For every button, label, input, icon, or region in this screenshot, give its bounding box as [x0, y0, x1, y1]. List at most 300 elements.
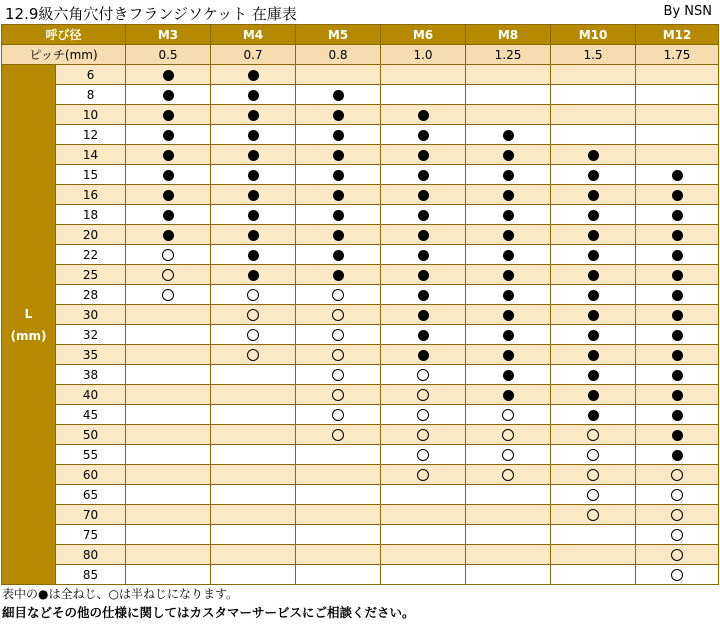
full-thread-icon: [503, 230, 514, 241]
stock-cell: [466, 225, 551, 245]
stock-cell: [296, 125, 381, 145]
stock-cell: [296, 345, 381, 365]
full-thread-icon: [163, 130, 174, 141]
half-thread-icon: [162, 289, 174, 301]
full-thread-icon: [672, 190, 683, 201]
stock-cell: [466, 465, 551, 485]
stock-cell: [466, 485, 551, 505]
stock-cell: [466, 345, 551, 365]
half-thread-icon: [162, 269, 174, 281]
stock-cell: [551, 345, 636, 365]
stock-cell: [551, 465, 636, 485]
half-thread-icon: [417, 429, 429, 441]
stock-cell: [126, 365, 211, 385]
stock-cell: [211, 425, 296, 445]
table-row: [2, 85, 719, 105]
length-value: 10: [56, 105, 126, 125]
full-thread-icon: [163, 230, 174, 241]
stock-cell: [381, 205, 466, 225]
full-thread-icon: [672, 410, 683, 421]
stock-cell: [551, 305, 636, 325]
nominal-diameter-label: 呼び径: [2, 25, 126, 45]
stock-cell: [636, 485, 719, 505]
stock-cell: [126, 205, 211, 225]
length-axis-unit: (mm): [10, 328, 47, 343]
stock-cell: [551, 85, 636, 105]
stock-cell: [381, 485, 466, 505]
stock-cell: [126, 65, 211, 85]
half-thread-icon: [332, 429, 344, 441]
full-thread-icon: [248, 150, 259, 161]
half-thread-icon: [502, 429, 514, 441]
full-thread-icon: [248, 230, 259, 241]
stock-cell: [636, 245, 719, 265]
full-thread-icon: [163, 170, 174, 181]
stock-cell: [296, 465, 381, 485]
full-thread-icon: [503, 130, 514, 141]
full-thread-icon: [672, 430, 683, 441]
table-row: [2, 545, 719, 565]
stock-cell: [551, 445, 636, 465]
table-row: [2, 565, 719, 585]
table-row: [2, 325, 719, 345]
stock-cell: [466, 285, 551, 305]
pitch-value: 0.8: [296, 45, 381, 65]
stock-cell: [211, 505, 296, 525]
stock-cell: [381, 365, 466, 385]
stock-cell: [636, 345, 719, 365]
stock-cell: [636, 465, 719, 485]
length-value: 20: [56, 225, 126, 245]
full-thread-icon: [418, 250, 429, 261]
stock-cell: [466, 185, 551, 205]
stock-cell: [296, 565, 381, 585]
full-thread-icon: [333, 110, 344, 121]
stock-cell: [466, 545, 551, 565]
stock-cell: [551, 105, 636, 125]
stock-cell: [296, 165, 381, 185]
half-thread-icon: [671, 509, 683, 521]
stock-cell: [636, 385, 719, 405]
half-thread-icon: [671, 469, 683, 481]
stock-cell: [381, 265, 466, 285]
stock-cell: [126, 265, 211, 285]
half-thread-icon: [587, 509, 599, 521]
stock-cell: [211, 285, 296, 305]
half-thread-icon: [332, 289, 344, 301]
stock-cell: [466, 205, 551, 225]
stock-cell: [636, 505, 719, 525]
full-thread-icon: [333, 210, 344, 221]
stock-cell: [296, 185, 381, 205]
page-title: 12.9級六角穴付きフランジソケット 在庫表: [5, 5, 297, 23]
full-thread-icon: [588, 170, 599, 181]
full-thread-icon: [418, 150, 429, 161]
stock-cell: [126, 345, 211, 365]
half-thread-icon: [332, 349, 344, 361]
stock-cell: [636, 265, 719, 285]
pitch-label: ピッチ(mm): [2, 45, 126, 65]
stock-cell: [551, 525, 636, 545]
full-thread-icon: [672, 290, 683, 301]
length-value: 22: [56, 245, 126, 265]
stock-cell: [126, 245, 211, 265]
stock-cell: [551, 405, 636, 425]
half-thread-icon: [332, 309, 344, 321]
stock-cell: [126, 405, 211, 425]
stock-cell: [636, 565, 719, 585]
legend-note: 表中の●は全ねじ、○は半ねじになります。: [2, 587, 238, 601]
half-thread-icon: [671, 489, 683, 501]
stock-cell: [126, 385, 211, 405]
pitch-value: 1.75: [636, 45, 719, 65]
length-value: 70: [56, 505, 126, 525]
stock-cell: [381, 105, 466, 125]
table-row: [2, 125, 719, 145]
length-value: 35: [56, 345, 126, 365]
stock-cell: [211, 145, 296, 165]
stock-cell: [381, 385, 466, 405]
full-thread-icon: [503, 190, 514, 201]
contact-note: 細目などその他の仕様に関してはカスタマーサービスにご相談ください。: [2, 605, 415, 620]
full-thread-icon: [163, 150, 174, 161]
full-thread-icon: [672, 250, 683, 261]
length-value: 6: [56, 65, 126, 85]
stock-cell: [126, 125, 211, 145]
full-thread-icon: [588, 230, 599, 241]
full-thread-icon: [333, 130, 344, 141]
stock-cell: [381, 345, 466, 365]
stock-cell: [296, 305, 381, 325]
stock-cell: [211, 385, 296, 405]
half-thread-icon: [417, 369, 429, 381]
stock-cell: [211, 545, 296, 565]
full-thread-icon: [588, 330, 599, 341]
full-thread-icon: [248, 210, 259, 221]
length-value: 15: [56, 165, 126, 185]
full-thread-icon: [418, 330, 429, 341]
stock-cell: [126, 445, 211, 465]
length-value: 12: [56, 125, 126, 145]
stock-cell: [381, 65, 466, 85]
table-row: [2, 345, 719, 365]
length-value: 8: [56, 85, 126, 105]
table-row: [2, 185, 719, 205]
full-thread-icon: [248, 170, 259, 181]
stock-cell: [126, 325, 211, 345]
half-thread-icon: [502, 469, 514, 481]
stock-cell: [126, 465, 211, 485]
stock-cell: [126, 565, 211, 585]
table-row: [2, 465, 719, 485]
half-thread-icon: [417, 469, 429, 481]
table-row: [2, 365, 719, 385]
stock-cell: [636, 365, 719, 385]
stock-cell: [126, 425, 211, 445]
size-header-m3: M3: [126, 25, 211, 45]
full-thread-icon: [333, 150, 344, 161]
stock-cell: [126, 285, 211, 305]
half-thread-icon: [587, 449, 599, 461]
stock-cell: [211, 185, 296, 205]
full-thread-icon: [163, 190, 174, 201]
table-row: [2, 165, 719, 185]
half-thread-icon: [332, 409, 344, 421]
full-thread-icon: [503, 270, 514, 281]
notes: [2, 586, 718, 622]
half-thread-icon: [502, 409, 514, 421]
stock-cell: [126, 225, 211, 245]
stock-cell: [381, 165, 466, 185]
stock-cell: [551, 565, 636, 585]
stock-cell: [126, 485, 211, 505]
full-thread-icon: [418, 350, 429, 361]
full-thread-icon: [163, 90, 174, 101]
half-thread-icon: [502, 449, 514, 461]
stock-cell: [636, 285, 719, 305]
stock-cell: [636, 105, 719, 125]
pitch-value: 0.5: [126, 45, 211, 65]
stock-cell: [551, 245, 636, 265]
full-thread-icon: [163, 210, 174, 221]
full-thread-icon: [333, 170, 344, 181]
half-thread-icon: [332, 329, 344, 341]
length-value: 65: [56, 485, 126, 505]
table-row: [2, 425, 719, 445]
stock-cell: [211, 125, 296, 145]
stock-cell: [466, 165, 551, 185]
stock-cell: [211, 485, 296, 505]
full-thread-icon: [588, 290, 599, 301]
stock-cell: [551, 545, 636, 565]
stock-cell: [211, 565, 296, 585]
stock-cell: [636, 165, 719, 185]
stock-cell: [296, 385, 381, 405]
pitch-value: 1.25: [466, 45, 551, 65]
stock-cell: [551, 325, 636, 345]
stock-cell: [551, 385, 636, 405]
stock-cell: [211, 465, 296, 485]
half-thread-icon: [587, 469, 599, 481]
stock-cell: [381, 545, 466, 565]
full-thread-icon: [503, 370, 514, 381]
full-thread-icon: [418, 210, 429, 221]
stock-cell: [466, 505, 551, 525]
stock-cell: [551, 165, 636, 185]
stock-cell: [211, 85, 296, 105]
full-thread-icon: [503, 210, 514, 221]
stock-cell: [636, 65, 719, 85]
length-value: 16: [56, 185, 126, 205]
full-thread-icon: [588, 150, 599, 161]
stock-cell: [296, 205, 381, 225]
full-thread-icon: [672, 270, 683, 281]
stock-cell: [551, 265, 636, 285]
stock-cell: [381, 565, 466, 585]
size-header-m4: M4: [211, 25, 296, 45]
stock-cell: [636, 445, 719, 465]
stock-cell: [296, 85, 381, 105]
stock-cell: [636, 525, 719, 545]
stock-cell: [211, 345, 296, 365]
half-thread-icon: [247, 289, 259, 301]
stock-cell: [466, 245, 551, 265]
full-thread-icon: [333, 230, 344, 241]
stock-cell: [211, 265, 296, 285]
half-thread-icon: [671, 549, 683, 561]
stock-cell: [466, 365, 551, 385]
full-thread-icon: [503, 310, 514, 321]
table-row: [2, 405, 719, 425]
stock-cell: [381, 425, 466, 445]
full-thread-icon: [418, 290, 429, 301]
stock-cell: [296, 225, 381, 245]
length-value: 75: [56, 525, 126, 545]
stock-cell: [296, 265, 381, 285]
stock-cell: [551, 285, 636, 305]
full-thread-icon: [248, 90, 259, 101]
stock-cell: [381, 525, 466, 545]
stock-cell: [126, 525, 211, 545]
full-thread-icon: [672, 210, 683, 221]
half-thread-icon: [332, 389, 344, 401]
stock-cell: [211, 365, 296, 385]
full-thread-icon: [503, 150, 514, 161]
stock-cell: [636, 425, 719, 445]
full-thread-icon: [418, 190, 429, 201]
full-thread-icon: [418, 310, 429, 321]
length-axis-symbol: L: [24, 306, 33, 321]
full-thread-icon: [248, 70, 259, 81]
length-value: 50: [56, 425, 126, 445]
stock-cell: [636, 85, 719, 105]
stock-cell: [381, 325, 466, 345]
stock-cell: [381, 245, 466, 265]
stock-cell: [551, 505, 636, 525]
full-thread-icon: [418, 270, 429, 281]
stock-cell: [296, 505, 381, 525]
table-row: [2, 145, 719, 165]
full-thread-icon: [418, 170, 429, 181]
full-thread-icon: [588, 370, 599, 381]
table-row: [2, 525, 719, 545]
length-value: 80: [56, 545, 126, 565]
half-thread-icon: [247, 309, 259, 321]
table-row: [2, 105, 719, 125]
pitch-value: 1.5: [551, 45, 636, 65]
full-thread-icon: [588, 250, 599, 261]
full-thread-icon: [503, 330, 514, 341]
stock-cell: [551, 365, 636, 385]
half-thread-icon: [417, 409, 429, 421]
stock-cell: [296, 405, 381, 425]
size-header-m6: M6: [381, 25, 466, 45]
half-thread-icon: [671, 569, 683, 581]
stock-cell: [211, 165, 296, 185]
table-row: [2, 305, 719, 325]
stock-cell: [126, 105, 211, 125]
full-thread-icon: [503, 170, 514, 181]
stock-cell: [551, 485, 636, 505]
table-row: [2, 445, 719, 465]
full-thread-icon: [163, 70, 174, 81]
stock-cell: [551, 185, 636, 205]
stock-cell: [636, 205, 719, 225]
half-thread-icon: [587, 429, 599, 441]
length-value: 14: [56, 145, 126, 165]
full-thread-icon: [248, 190, 259, 201]
table-row: [2, 65, 719, 85]
length-value: 25: [56, 265, 126, 285]
length-value: 28: [56, 285, 126, 305]
stock-cell: [126, 545, 211, 565]
stock-cell: [636, 305, 719, 325]
full-thread-icon: [248, 130, 259, 141]
stock-cell: [551, 425, 636, 445]
size-header-m8: M8: [466, 25, 551, 45]
stock-cell: [296, 445, 381, 465]
stock-cell: [296, 325, 381, 345]
full-thread-icon: [588, 350, 599, 361]
table-row: [2, 205, 719, 225]
stock-cell: [636, 125, 719, 145]
full-thread-icon: [588, 210, 599, 221]
stock-cell: [381, 145, 466, 165]
stock-cell: [466, 425, 551, 445]
pitch-row: [2, 45, 719, 65]
size-header-row: [2, 25, 719, 45]
size-header-m5: M5: [296, 25, 381, 45]
stock-cell: [211, 245, 296, 265]
stock-cell: [381, 305, 466, 325]
stock-cell: [126, 505, 211, 525]
full-thread-icon: [672, 350, 683, 361]
full-thread-icon: [588, 190, 599, 201]
half-thread-icon: [671, 529, 683, 541]
stock-cell: [551, 145, 636, 165]
stock-cell: [296, 65, 381, 85]
stock-cell: [296, 365, 381, 385]
full-thread-icon: [333, 250, 344, 261]
stock-cell: [381, 125, 466, 145]
stock-cell: [296, 245, 381, 265]
length-value: 60: [56, 465, 126, 485]
stock-cell: [466, 105, 551, 125]
length-value: 85: [56, 565, 126, 585]
half-thread-icon: [162, 249, 174, 261]
stock-cell: [381, 185, 466, 205]
full-thread-icon: [672, 170, 683, 181]
full-thread-icon: [588, 410, 599, 421]
stock-cell: [636, 225, 719, 245]
table-row: [2, 385, 719, 405]
table-row: [2, 505, 719, 525]
pitch-value: 1.0: [381, 45, 466, 65]
length-value: 32: [56, 325, 126, 345]
stock-cell: [466, 85, 551, 105]
stock-cell: [296, 285, 381, 305]
stock-cell: [296, 145, 381, 165]
half-thread-icon: [247, 329, 259, 341]
length-value: 38: [56, 365, 126, 385]
table-row: [2, 225, 719, 245]
full-thread-icon: [333, 90, 344, 101]
full-thread-icon: [503, 350, 514, 361]
stock-table: [1, 24, 719, 585]
stock-cell: [551, 125, 636, 145]
stock-cell: [126, 85, 211, 105]
table-row: [2, 485, 719, 505]
